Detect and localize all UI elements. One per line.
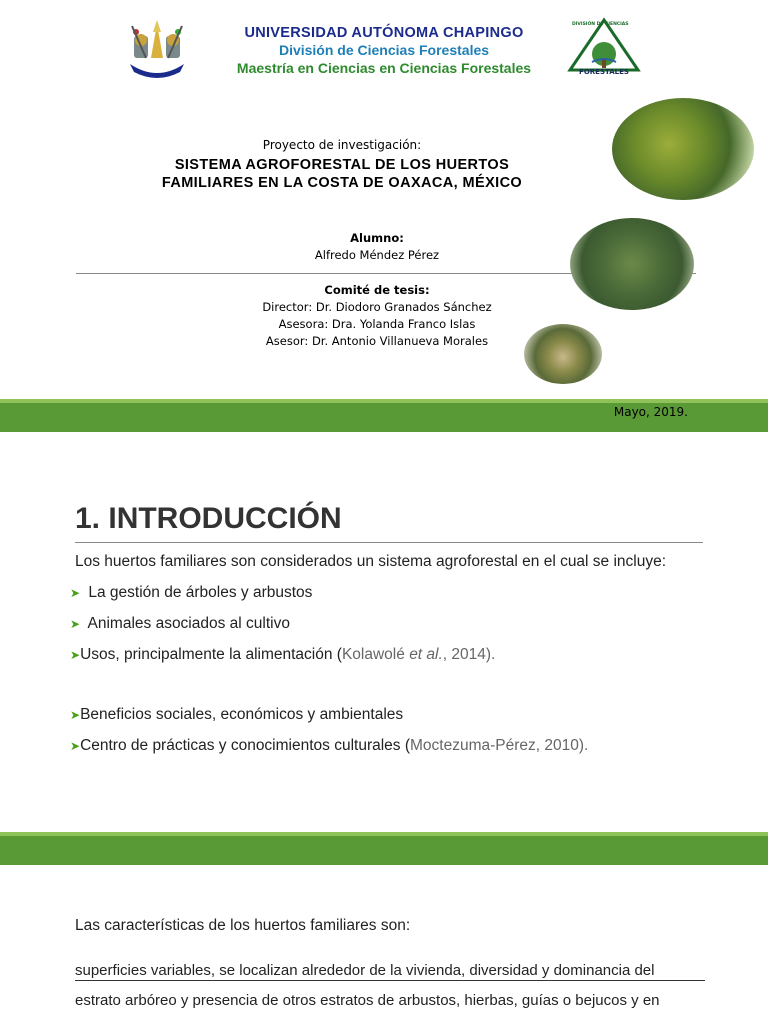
citation: Kolawolé <box>341 646 410 663</box>
title-line-2: FAMILIARES EN LA COSTA DE OAXACA, MÉXICO <box>161 175 523 191</box>
date: Mayo, 2019. <box>613 405 688 419</box>
bullet-text: Animales asociados al cultivo <box>84 615 290 632</box>
advisor-1: Asesora: Dra. Yolanda Franco Islas <box>278 317 476 331</box>
arrow-bullet-icon: ➤ <box>70 648 81 662</box>
university-header <box>0 24 768 77</box>
green-band-2 <box>0 832 768 865</box>
tree-photo <box>612 98 754 200</box>
title-line-1: SISTEMA AGROFORESTAL DE LOS HUERTOS <box>174 157 510 173</box>
bullet-item <box>70 646 495 664</box>
section-heading: 1. INTRODUCCIÓN <box>75 502 342 535</box>
bullet-text: Usos, principalmente la alimentación ( <box>80 646 342 663</box>
bullet-text: Beneficios sociales, económicos y ambientales <box>80 706 404 723</box>
bullet-text: La gestión de árboles y arbustos <box>84 584 313 601</box>
director: Director: Dr. Diodoro Granados Sánchez <box>262 300 492 314</box>
advisor-2: Asesor: Dr. Antonio Villanueva Morales <box>265 334 489 348</box>
characteristics-line-1: superficies variables, se localizan alrededor de la vivienda, diversidad y dominancia del <box>75 962 705 981</box>
bullet-text: Centro de prácticas y conocimientos culturales ( <box>80 737 411 754</box>
bullet-item <box>70 737 588 755</box>
characteristics-line-2: estrato arbóreo y presencia de otros estratos de arbustos, hierbas, guías o bejucos y en <box>75 992 660 1009</box>
arrow-bullet-icon: ➤ <box>70 617 81 631</box>
division-name: División de Ciencias Forestales <box>278 42 490 58</box>
bullet-item <box>70 706 403 724</box>
arrow-bullet-icon: ➤ <box>70 739 81 753</box>
program-name: Maestría en Ciencias en Ciencias Forestales <box>236 60 532 76</box>
bullet-item <box>70 584 312 602</box>
forestales-logo <box>562 16 646 82</box>
student-name: Alfredo Méndez Pérez <box>314 248 440 262</box>
arrow-bullet-icon: ➤ <box>70 586 81 600</box>
committee-label: Comité de tesis: <box>324 283 430 297</box>
characteristics-heading: Las características de los huertos familiares son: <box>75 917 411 934</box>
bullet-item <box>70 615 290 633</box>
project-title <box>0 156 684 192</box>
citation: Moctezuma-Pérez, 2010). <box>410 737 589 754</box>
shrub-photo <box>570 218 694 310</box>
arrow-bullet-icon: ➤ <box>70 708 81 722</box>
university-name: UNIVERSIDAD AUTÓNOMA CHAPINGO <box>244 25 524 41</box>
logo-text-top: DIVISIÓN DE CIENCIAS <box>572 22 629 27</box>
citation-year: , 2014). <box>442 646 496 663</box>
student-label: Alumno: <box>350 231 404 245</box>
project-label: Proyecto de investigación: <box>262 138 422 152</box>
agave-photo <box>524 324 602 384</box>
citation-etal: et al. <box>409 646 443 663</box>
logo-text-bottom: FORESTALES <box>579 68 629 76</box>
intro-text: Los huertos familiares son considerados un sistema agroforestal en el cual se incluye: <box>75 553 667 570</box>
heading-underline <box>75 542 703 543</box>
